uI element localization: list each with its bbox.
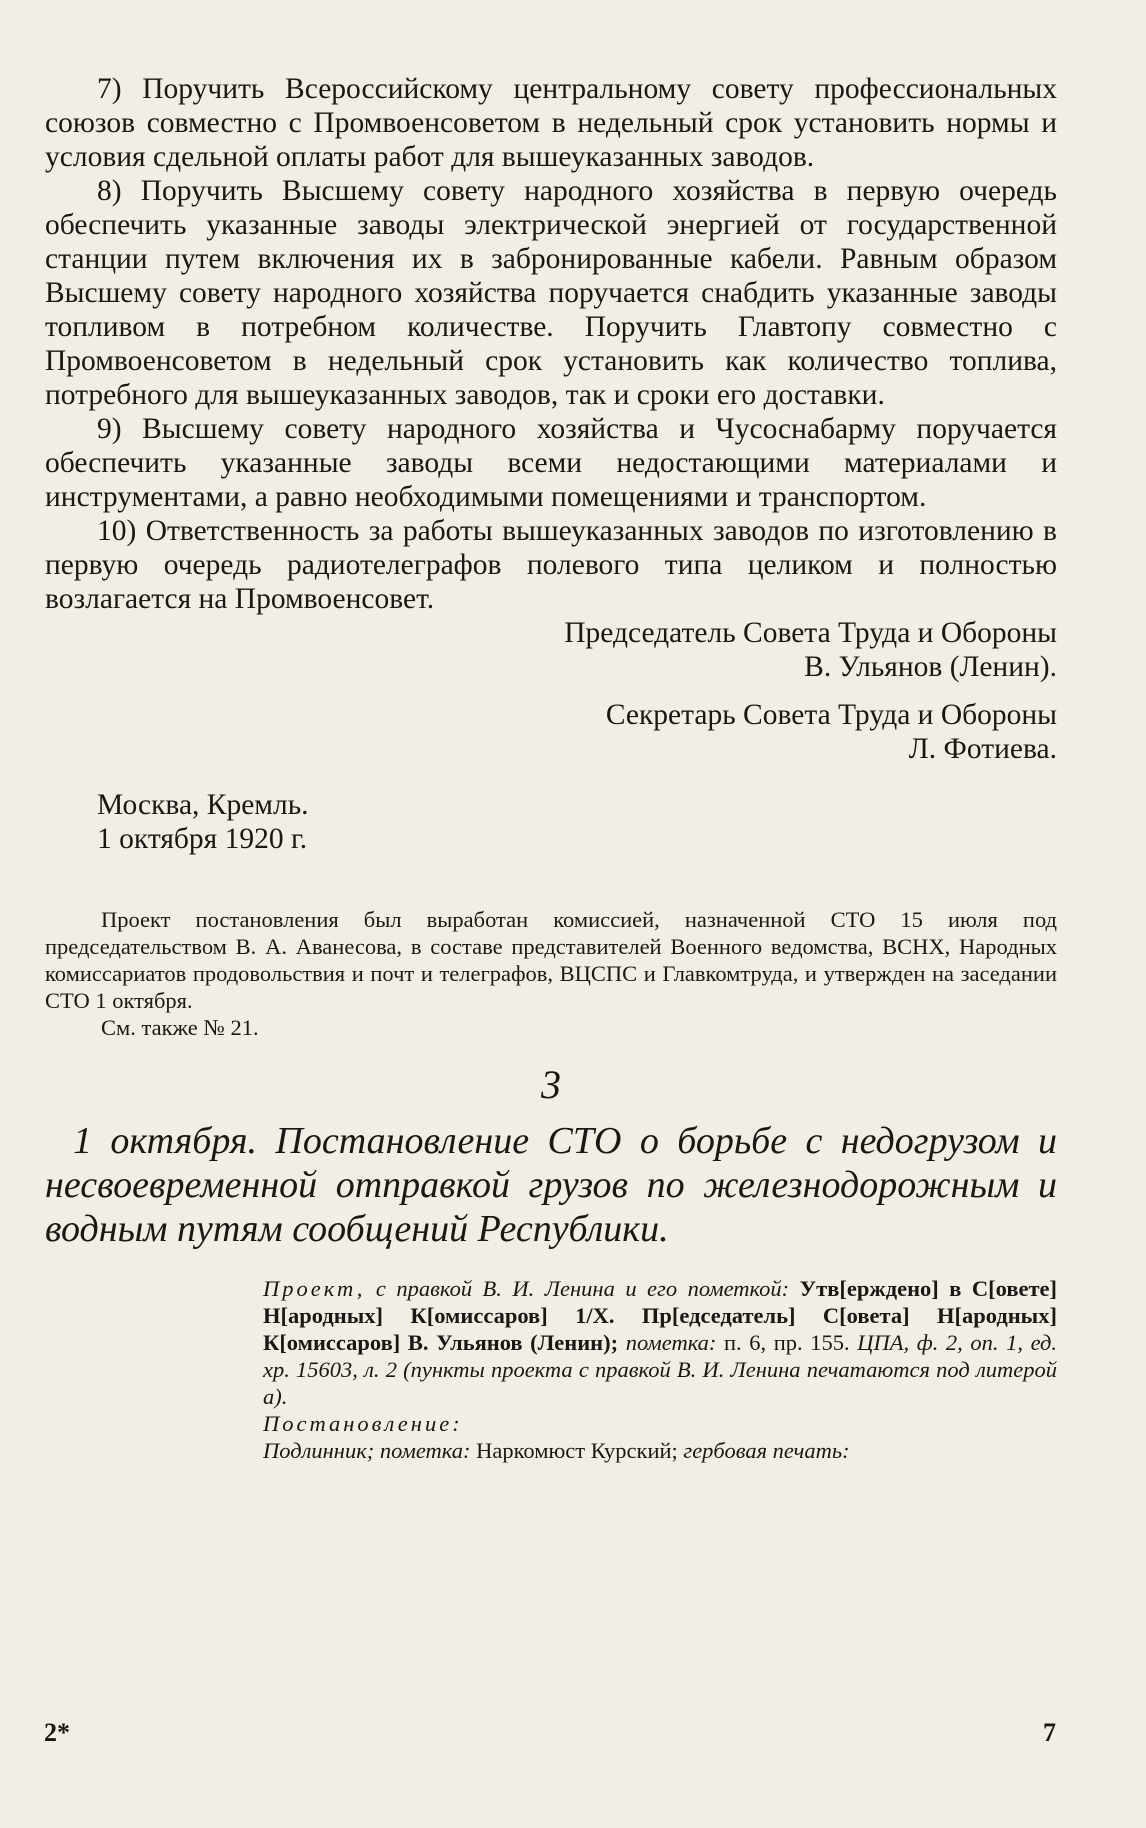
chair-title: Председатель Совета Труда и Обороны — [564, 617, 1057, 649]
document-place: Москва, Кремль. — [97, 789, 309, 821]
cross-reference-note: См. также № 21. — [101, 1015, 259, 1040]
source-approval: Утв[ерждено] в С[овете] Н[ародных] К[омиссаров] 1/X. Пр[едседатель] С[овета] Н[ародных] К[омиссаров] В. Ульянов (Ленин); — [263, 1276, 1058, 1355]
chair-name: В. Ульянов (Ленин). — [804, 651, 1057, 683]
paragraph-10: 10) Ответственность за работы вышеуказанных заводов по изготовлению в первую очередь радиотелеграфов полевого типа целиком и полностью возлагается на Промвоенсовет. — [45, 515, 1057, 615]
signature-mark: 2* — [44, 1718, 70, 1747]
source-type-label: Проект, — [263, 1276, 366, 1301]
source-archive: ЦПА, ф. 2, оп. 1, ед. хр. 15603, л. 2 (пункты проекта с правкой В. И. Ленина печатаются под литерой а). — [263, 1330, 1058, 1409]
paragraph-7: 7) Поручить Всероссийскому центральному совету профессиональных союзов совместно с Промвоенсоветом в недельный срок установить нормы и условия сдельной оплаты работ для вышеуказанных заводов. — [45, 73, 1057, 173]
paragraph-8: 8) Поручить Высшему совету народного хозяйства в первую очередь обеспечить указанные заводы электрической энергией от государственной станции путем включения их в забронированные кабели. Равным образом Высшему совету народного хозяйства поручается снабдить указанные заводы топливом в потребном количестве. Поручить Главтопу совместно с Промвоенсоветом в недельный срок установить как количество топлива, потребного для вышеуказанных заводов, так и сроки его доставки. — [45, 175, 1057, 411]
source-mark-value: п. 6, пр. 155. — [724, 1330, 850, 1355]
paragraph-9: 9) Высшему совету народного хозяйства и Чусоснабарму поручается обеспечить указанные заводы всеми недостающими материалами и инструментами, а равно необходимыми помещениями и транспортом. — [45, 413, 1057, 513]
secretary-name: Л. Фотиева. — [908, 733, 1057, 765]
document-page — [45, 72, 1057, 1464]
document-title: 1 октября. Постановление СТО о борьбе с недогрузом и несвоевременной отправкой грузов по железнодорожным и водным путям сообщений Республики. — [45, 1120, 1057, 1250]
source-remark: с правкой В. И. Ленина и его пометкой: — [375, 1276, 790, 1301]
source-reference — [263, 1275, 1057, 1410]
editorial-note: Проект постановления был выработан комиссией, назначенной СТО 15 июля под председательством В. А. Аванесова, в составе представителей Военного ведомства, ВСНХ, Народных комиссариатов продовольствия и почт и телеграфов, ВЦСПС и Главкомтруда, и утвержден на заседании СТО 1 октября. — [45, 907, 1057, 1013]
source-mark-label: пометка: — [625, 1330, 717, 1355]
page-number: 7 — [1043, 1718, 1056, 1747]
document-number: 3 — [541, 1062, 561, 1107]
resolution-heading: Постановление: — [263, 1411, 463, 1436]
document-date: 1 октября 1920 г. — [97, 823, 308, 855]
original-reference: Подлинник; пометка: Наркомюст Курский; гербовая печать: — [263, 1438, 850, 1463]
secretary-title: Секретарь Совета Труда и Обороны — [605, 699, 1057, 731]
